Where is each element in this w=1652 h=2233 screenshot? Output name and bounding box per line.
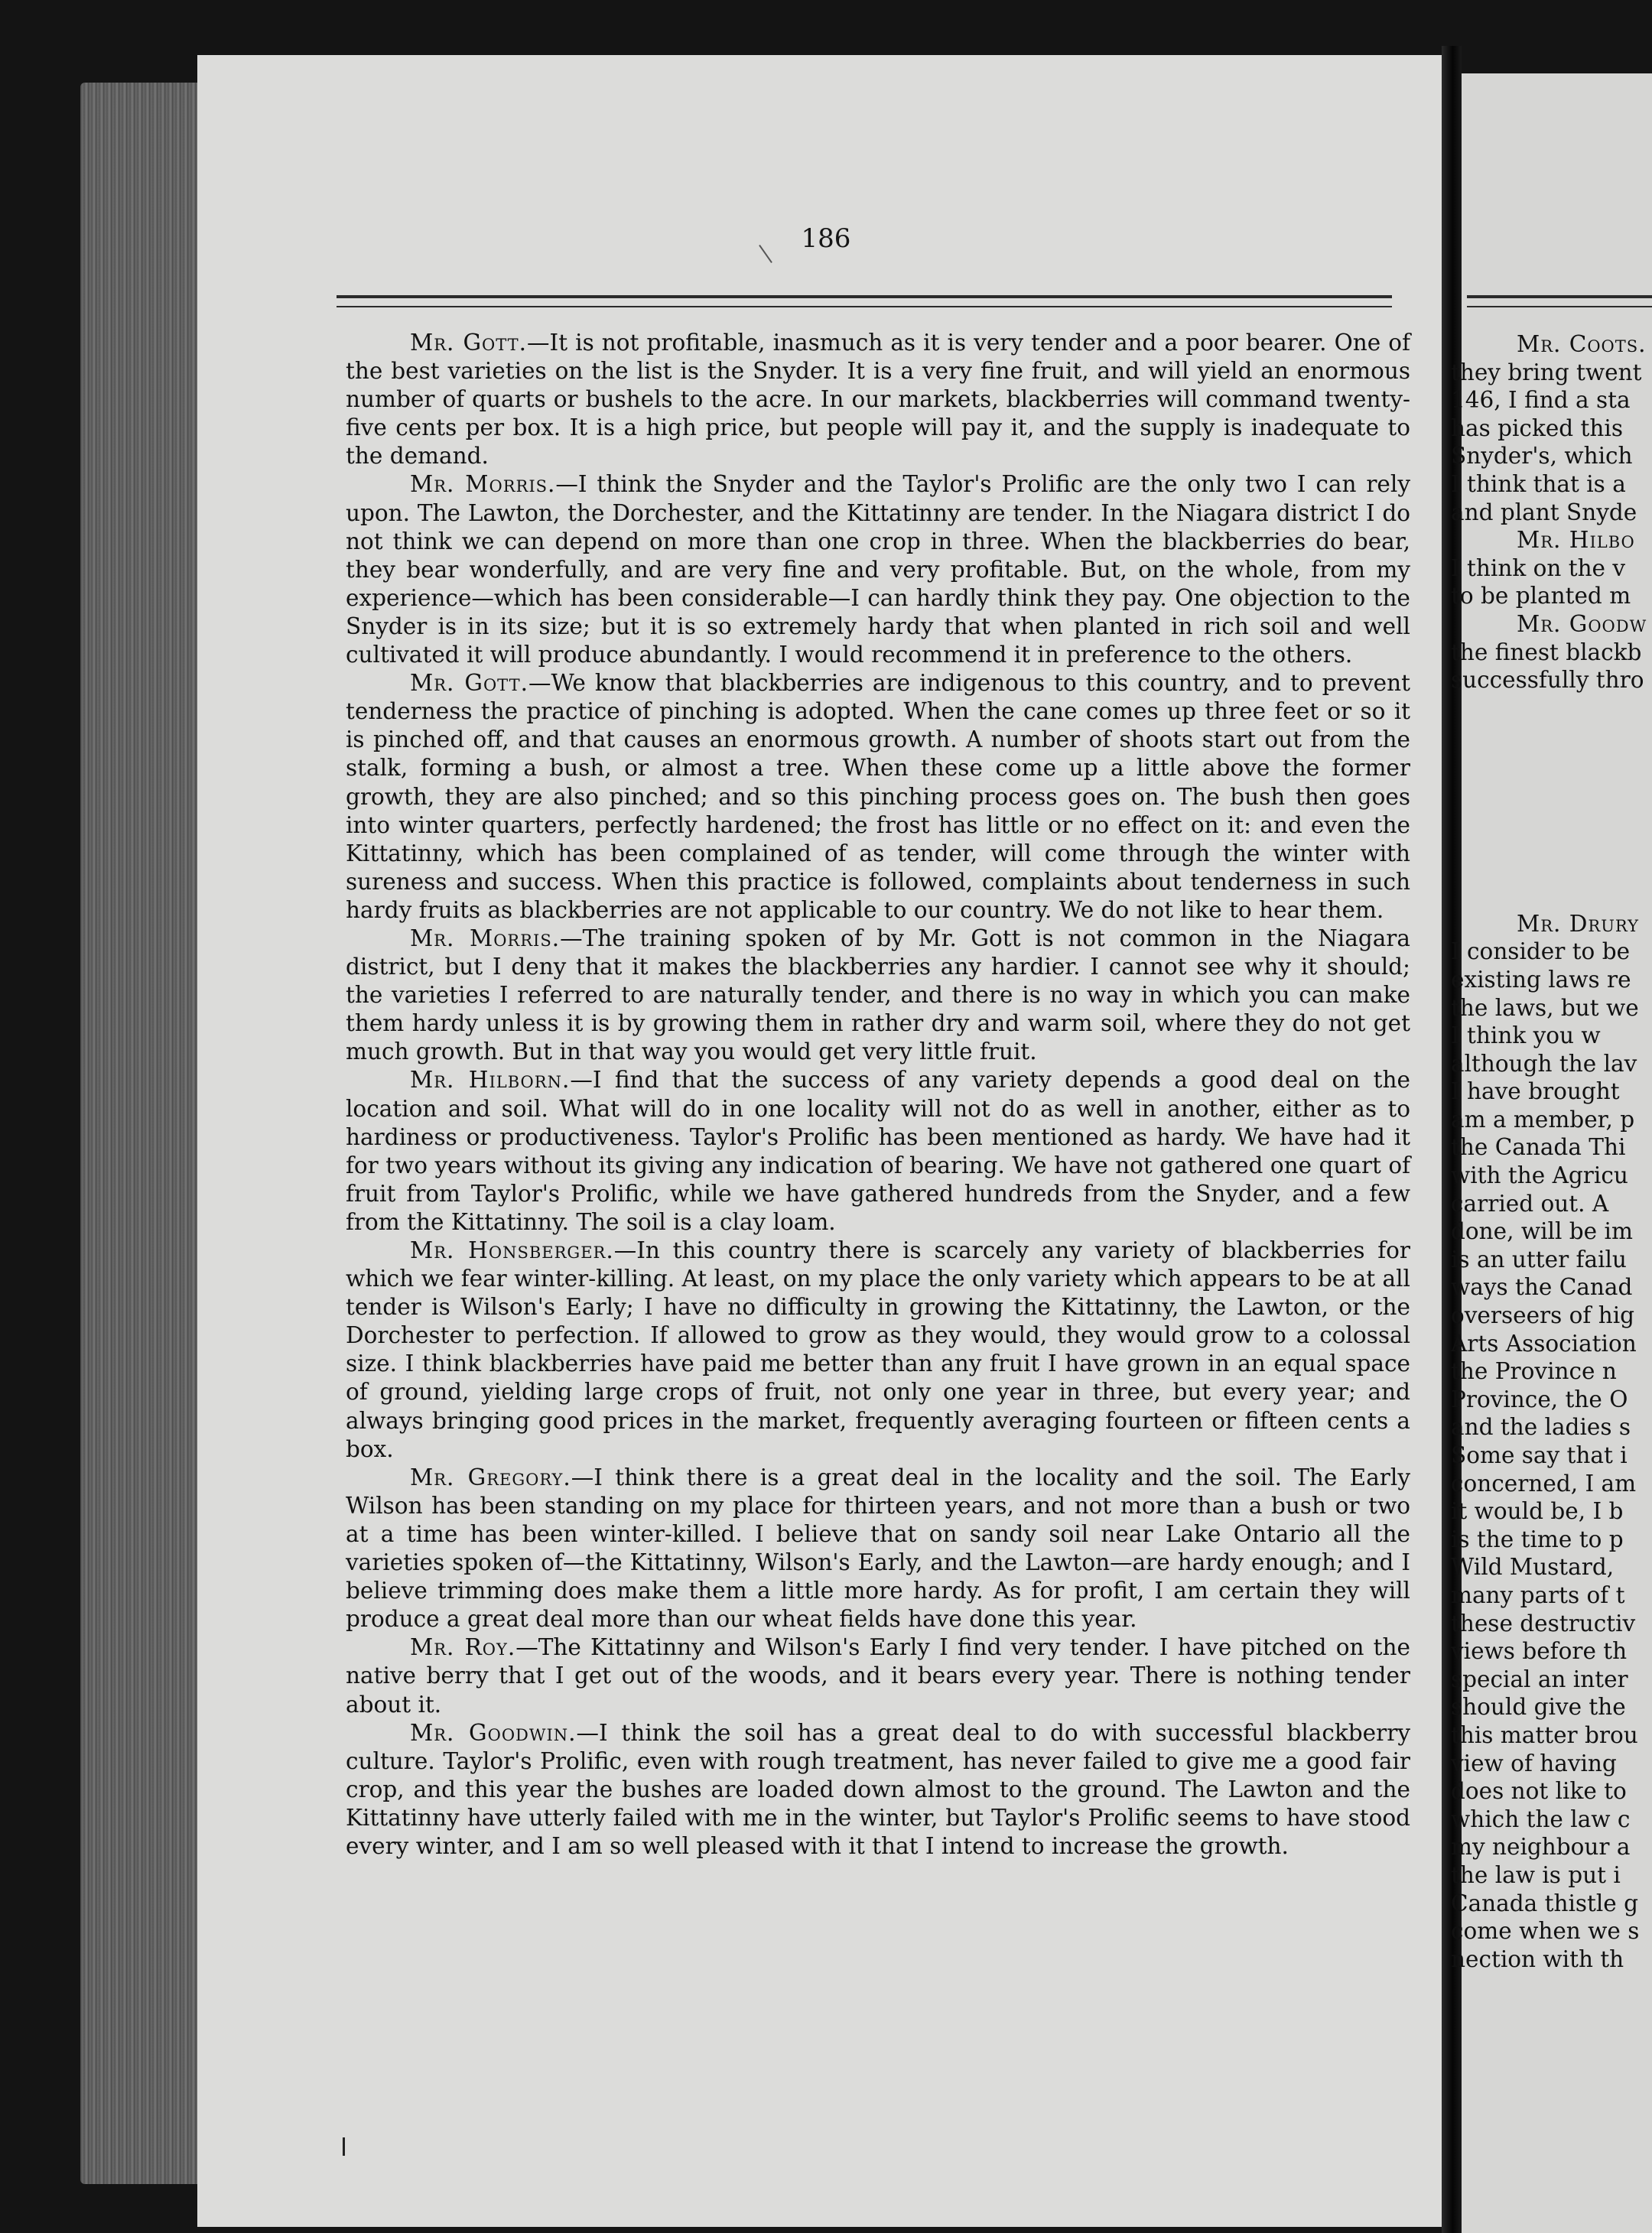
page-number: 186 bbox=[801, 223, 851, 254]
paragraph-text: —I find that the success of any variety depends a good deal on the location and soil. What will do in one locality will not do as well in another, either as to hardiness or productiveness. Taylor's Prolific has been mentioned as hardy. We have had it for two years without its giving any indication of bearing. We have not gathered one quart of fruit from Taylor's Prolific, while we have gathered hundreds from the Snyder, and a few from the Kittatinny. The soil is a clay loam. bbox=[346, 1067, 1410, 1235]
paragraph-text: —We know that blackberries are indigenous to this country, and to prevent tenderness the practice of pinching is adopted. When the cane comes up three feet or so it is pinched off, and that causes an enormous growth. A number of shoots start out from the stalk, forming a bush, or almost a tree. When these come up a little above the former growth, they are also pinched; and so this pinching process goes on. The bush then goes into winter quarters, perfectly hardened; the frost has little or no effect on it: and even the Kittatinny, which has been complained of as tender, will come through the winter with sureness and success. When this practice is followed, complaints about tenderness in such hardy fruits as blackberries are not applicable to our country. We do not like to hear them. bbox=[346, 670, 1410, 923]
right-page-line: Snyder's, which bbox=[1451, 443, 1633, 470]
right-page-line: ways the Canad bbox=[1451, 1274, 1633, 1301]
right-page-line: is the time to p bbox=[1451, 1526, 1624, 1552]
right-page-line: this matter brou bbox=[1451, 1721, 1638, 1748]
paragraph-text: —I think the soil has a great deal to do with successful blackberry culture. Taylor's Prolific, even with rough treatment, has never failed to give me a good fair crop, and this year the bushes are loaded down almost to the ground. The Lawton and the Kittatinny have utterly failed with me in the winter, but Taylor's Prolific seems to have stood every winter, and I am so well pleased with it that I intend to increase the growth. bbox=[346, 1719, 1410, 1859]
right-page-text-fragment bbox=[1451, 330, 1652, 1973]
right-page-line: they bring twent bbox=[1451, 359, 1642, 385]
right-page-line: which the law c bbox=[1451, 1806, 1631, 1832]
right-page-line: to be planted m bbox=[1451, 583, 1631, 609]
right-page-line: I consider to be bbox=[1451, 938, 1631, 965]
speaker-name: Mr. Gott. bbox=[410, 330, 528, 356]
speaker-name: Mr. Morris. bbox=[410, 471, 556, 498]
paragraph bbox=[346, 470, 1410, 669]
right-page-line: has picked this bbox=[1451, 414, 1623, 441]
right-page-line: is an utter failu bbox=[1451, 1246, 1627, 1273]
right-page-line: these destructiv bbox=[1451, 1610, 1636, 1637]
right-page-line: overseers of hig bbox=[1451, 1302, 1635, 1329]
right-page-line: Mr. Goodw bbox=[1517, 610, 1647, 637]
paragraph bbox=[346, 669, 1410, 925]
right-page-line: it would be, I b bbox=[1451, 1498, 1624, 1525]
right-page-line: the finest blackb bbox=[1451, 639, 1642, 665]
right-page-line: Some say that i bbox=[1451, 1442, 1628, 1468]
right-page-line: my neighbour a bbox=[1451, 1834, 1631, 1861]
book-page-edges bbox=[80, 83, 203, 2184]
page-speck bbox=[343, 2137, 345, 2156]
paragraph-text: —In this country there is scarcely any variety of blackberries for which we fear winter-killing. At least, on my place the only variety which appears to be at all tender is Wilson's Early; I have no difficulty in growing the Kittatinny, the Lawton, or the Dorchester to perfection. If allowed to grow as they would, they would grow to a colossal size. I think blackberries have paid me better than any fruit I have grown in an equal space of ground, yielding large crops of fruit, not only one year in three, but every year; and always bringing good prices in the market, frequently averaging fourteen or fifteen cents a box. bbox=[346, 1237, 1411, 1462]
right-page-line: Province, the O bbox=[1451, 1386, 1628, 1412]
body-text bbox=[346, 329, 1410, 1861]
right-page-line: I think that is a bbox=[1451, 470, 1626, 497]
section-gap bbox=[1451, 694, 1652, 910]
right-page-line: and the ladies s bbox=[1451, 1414, 1631, 1441]
paragraph bbox=[346, 925, 1410, 1066]
right-page-line: I have brought bbox=[1451, 1078, 1620, 1105]
right-page-line: nection with th bbox=[1451, 1945, 1624, 1972]
right-page-line: successfully thro bbox=[1451, 667, 1644, 694]
paragraph bbox=[346, 1719, 1410, 1861]
right-page-line: the law is put i bbox=[1451, 1861, 1621, 1888]
right-page-line: Wild Mustard, bbox=[1451, 1554, 1615, 1581]
right-page-line: am a member, p bbox=[1451, 1106, 1635, 1133]
paragraph-text: —It is not profitable, inasmuch as it is very tender and a poor bearer. One of the best varieties on the list is the Snyder. It is a very fine fruit, and will yield an enormous number of quarts or bushels to the acre. In our markets, blackberries will command twenty-five cents per box. It is a high price, but people will pay it, and the supply is inadequate to the demand. bbox=[346, 330, 1410, 470]
header-rule-right-page bbox=[1467, 295, 1652, 307]
paragraph bbox=[346, 1066, 1410, 1237]
paragraph-text: —I think there is a great deal in the locality and the soil. The Early Wilson has been standing on my place for thirteen years, and not more than a bush or two at a time has been winter-killed. I believe that on sandy soil near Lake Ontario all the varieties spoken of—the Kittatinny, Wilson's Early, and the Lawton—are hardy enough; and I believe trimming does make them a little more hardy. As for profit, I am certain they will produce a great deal more than our wheat fields have done this year. bbox=[346, 1464, 1410, 1633]
right-page-line: views before th bbox=[1451, 1638, 1628, 1665]
right-page-line: although the lav bbox=[1451, 1050, 1637, 1077]
speaker-name: Mr. Hilborn. bbox=[410, 1067, 571, 1094]
paragraph-text: —The Kittatinny and Wilson's Early I find very tender. I have pitched on the native berry that I get out of the woods, and it bears every year. There is nothing tender about it. bbox=[346, 1634, 1410, 1718]
right-page-line: special an inter bbox=[1451, 1666, 1628, 1692]
right-page-line: Mr. Drury bbox=[1517, 910, 1639, 937]
right-page-line: should give the bbox=[1451, 1694, 1626, 1721]
paragraph-text: —The training spoken of by Mr. Gott is not common in the Niagara district, but I deny that it makes the blackberries any hardier. I cannot see why it should; the varieties I referred to are naturally tender, and there is no way in which you can make them hardy unless it is by growing them in rather dry and warm soil, where they do not get much growth. But in that way you would get very little fruit. bbox=[346, 925, 1410, 1065]
speaker-name: Mr. Gregory. bbox=[410, 1464, 571, 1490]
right-page-line: come when we s bbox=[1451, 1918, 1640, 1945]
speaker-name: Mr. Goodwin. bbox=[410, 1719, 577, 1746]
right-page-line: the laws, but we bbox=[1451, 994, 1639, 1021]
right-page-line: and plant Snyde bbox=[1451, 499, 1637, 525]
right-page-line: with the Agricu bbox=[1451, 1162, 1628, 1189]
right-page-line: I think you w bbox=[1451, 1022, 1601, 1049]
right-page-line: Arts Association bbox=[1451, 1330, 1637, 1357]
right-page-line: Canada thistle g bbox=[1451, 1890, 1639, 1916]
paragraph bbox=[346, 1464, 1410, 1634]
header-rule bbox=[337, 295, 1392, 307]
right-page-line: Mr. Coots. bbox=[1517, 331, 1647, 357]
right-page-line: done, will be im bbox=[1451, 1218, 1633, 1245]
speaker-name: Mr. Roy. bbox=[410, 1634, 516, 1661]
right-page-line: existing laws re bbox=[1451, 966, 1631, 993]
right-page-line: view of having bbox=[1451, 1750, 1617, 1776]
paragraph-text: —I think the Snyder and the Taylor's Prolific are the only two I can rely upon. The Lawton, the Dorchester, and the Kittatinny are tender. In the Niagara district I do not think we can depend on more than one crop in three. When the blackberries do bear, they bear wonderfully, and are very fine and very profitable. But, on the whole, from my experience—which has been considerable—I can hardly think they pay. One objection to the Snyder is in its size; but it is so extremely hardy that when planted in rich soil and well cultivated it will produce abundantly. I would recommend it in preference to the others. bbox=[346, 471, 1410, 668]
speaker-name: Mr. Morris. bbox=[410, 925, 561, 951]
right-page-line: the Canada Thi bbox=[1451, 1134, 1626, 1161]
right-page-line: does not like to bbox=[1451, 1778, 1627, 1805]
right-page-line: the Province n bbox=[1451, 1358, 1617, 1385]
right-page-line: many parts of t bbox=[1451, 1581, 1625, 1608]
right-page-line: concerned, I am bbox=[1451, 1470, 1637, 1497]
speaker-name: Mr. Gott. bbox=[410, 670, 528, 697]
right-page-line: carried out. A bbox=[1451, 1190, 1609, 1217]
right-page-line: 146, I find a sta bbox=[1451, 387, 1631, 414]
paragraph bbox=[346, 1633, 1410, 1718]
speaker-name: Mr. Honsberger. bbox=[410, 1237, 614, 1263]
paragraph bbox=[346, 329, 1410, 470]
right-page-line: Mr. Hilbo bbox=[1517, 527, 1635, 554]
paragraph bbox=[346, 1237, 1410, 1464]
right-page-line: I think on the v bbox=[1451, 554, 1626, 581]
